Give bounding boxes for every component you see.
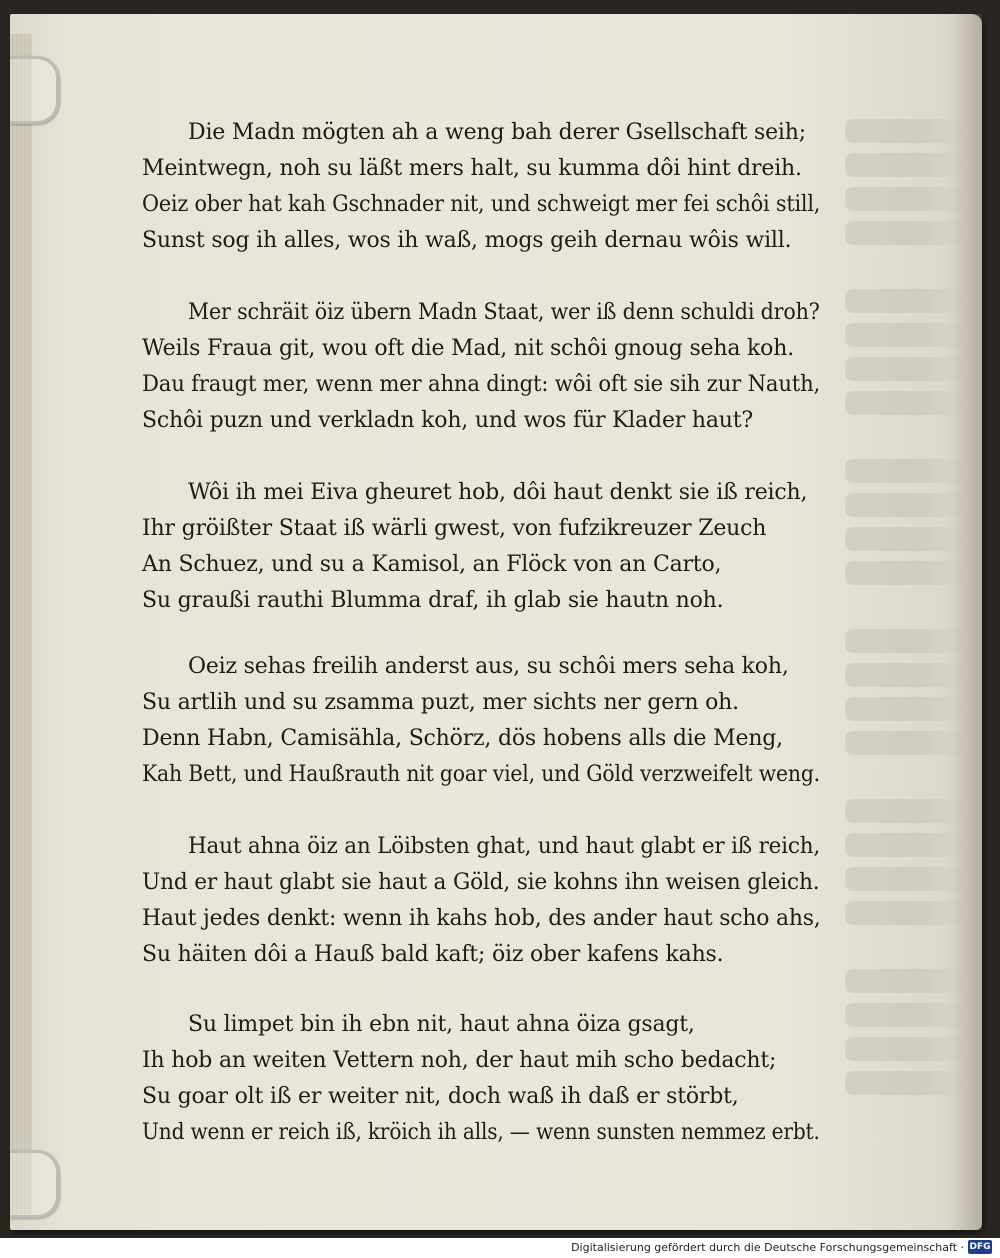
verse-line: Haut jedes denkt: wenn ih kahs hob, des ander haut scho ahs, <box>142 906 821 931</box>
verse-line: Dau fraugt mer, wenn mer ahna dingt: wôi oft sie sih zur Nauth, <box>142 372 821 397</box>
verse-line: Sunst sog ih alles, wos ih waß, mogs geih dernau wôis will. <box>142 228 792 253</box>
verse-line: Weils Fraua git, wou oft die Mad, nit schôi gnoug seha koh. <box>142 336 794 361</box>
verse-line: Oeiz sehas freilih anderst aus, su schôi mers seha koh, <box>188 654 789 679</box>
verse-line: Kah Bett, und Haußrauth nit goar viel, und Göld verzweifelt weng. <box>142 762 820 787</box>
verse-line: Mer schräit öiz übern Madn Staat, wer iß denn schuldi droh? <box>188 300 820 325</box>
bleed-through-text <box>845 119 965 1149</box>
binding-clip-bottom <box>10 1150 59 1218</box>
page-gutter <box>10 34 32 1214</box>
verse-line: Und er haut glabt sie haut a Göld, sie kohns ihn weisen gleich. <box>142 870 820 895</box>
verse-line: Denn Habn, Camisähla, Schörz, dös hobens alls die Meng, <box>142 726 783 751</box>
verse-line: Und wenn er reich iß, kröich ih alls, — wenn sunsten nemmez erbt. <box>142 1120 820 1145</box>
verse-line: Su goar olt iß er weiter nit, doch waß ih daß er störbt, <box>142 1084 739 1109</box>
verse-line: Oeiz ober hat kah Gschnader nit, und schweigt mer fei schôi still, <box>142 192 821 217</box>
funding-credit: Digitalisierung gefördert durch die Deutsche Forschungsgemeinschaft · <box>571 1241 964 1254</box>
verse-line: Su artlih und su zsamma puzt, mer sichts ner gern oh. <box>142 690 739 715</box>
verse-line: Ihr gröißter Staat iß wärli gwest, von fufzikreuzer Zeuch <box>142 516 767 541</box>
verse-line: Meintwegn, noh su läßt mers halt, su kumma dôi hint dreih. <box>142 156 802 181</box>
verse-line: Die Madn mögten ah a weng bah derer Gsellschaft seih; <box>188 120 806 145</box>
binding-clip-top <box>10 56 59 124</box>
verse-line: Su häiten dôi a Hauß bald kaft; öiz ober kafens kahs. <box>142 942 724 967</box>
verse-line: Su graußi rauthi Blumma draf, ih glab sie hautn noh. <box>142 588 724 613</box>
verse-line: Haut ahna öiz an Löibsten ghat, und haut glabt er iß reich, <box>188 834 820 859</box>
verse-line: Ih hob an weiten Vettern noh, der haut mih scho bedacht; <box>142 1048 777 1073</box>
verse-line: Su limpet bin ih ebn nit, haut ahna öiza gsagt, <box>188 1012 695 1037</box>
verse-line: Schôi puzn und verkladn koh, und wos für Klader haut? <box>142 408 753 433</box>
verse-line: An Schuez, und su a Kamisol, an Flöck von an Carto, <box>142 552 722 577</box>
dfg-logo-icon: DFG <box>969 1242 991 1252</box>
verse-line: Wôi ih mei Eiva gheuret hob, dôi haut denkt sie iß reich, <box>188 480 808 505</box>
